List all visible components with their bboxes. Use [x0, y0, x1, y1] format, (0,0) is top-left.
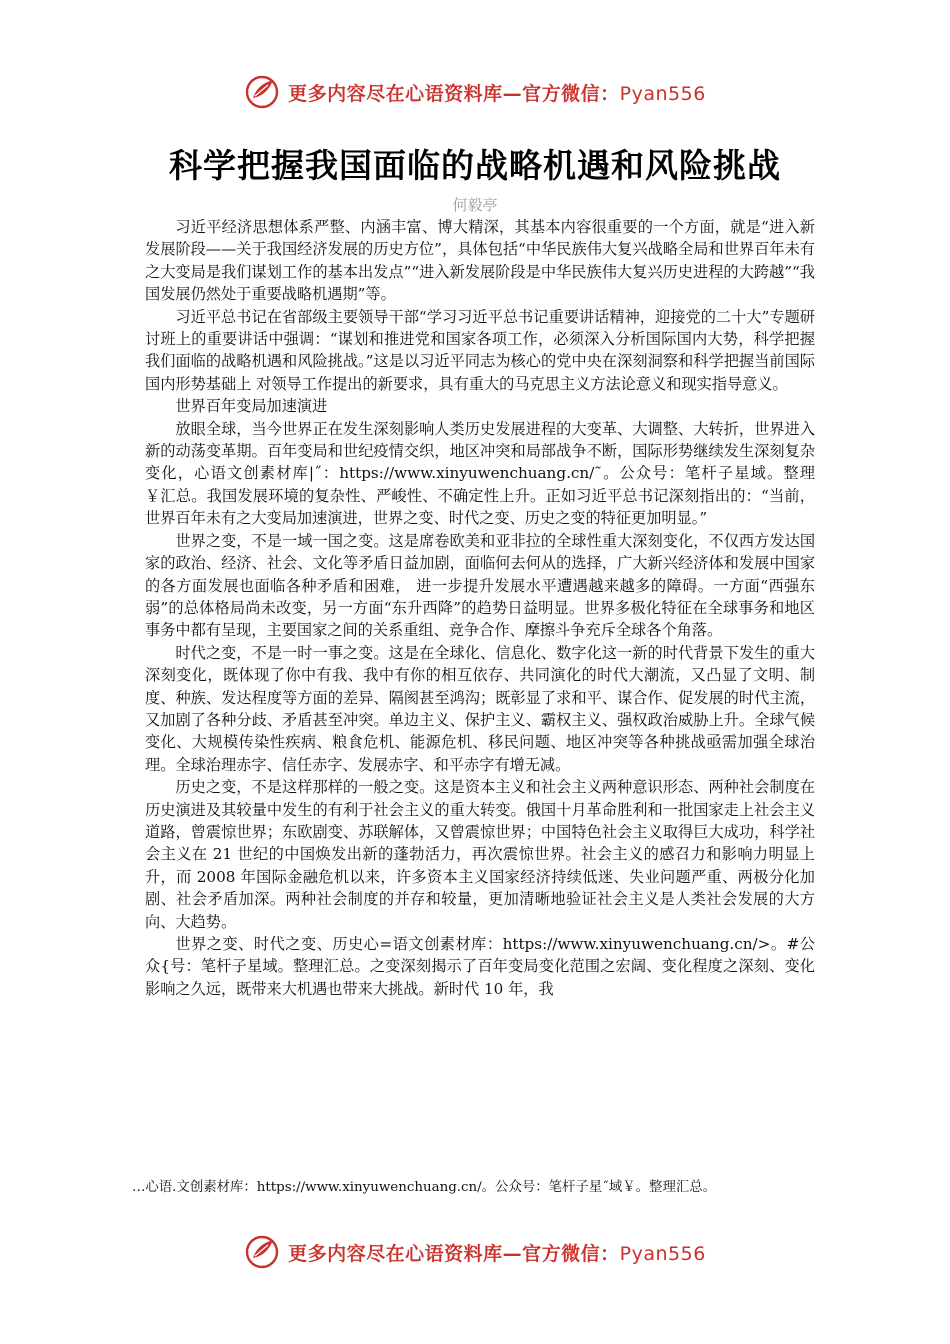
banner-text: 更多内容尽在心语资料库—官方微信：Pyan556 — [288, 1242, 706, 1265]
paragraph: 世界之变、时代之变、历史心=语文创素材库：https://www.xinyuwenchuang.cn/>。#公众{号：笔杆子星域。整理汇总。之变深刻揭示了百年变局变化范围之宏阔、变化程度之深刻、变化影响之久远，既带来大机遇也带来大挑战。新时代 10 年，我 — [145, 935, 815, 998]
footnote: …心语.文创素材库：https://www.xinyuwenchuang.cn/。公众号：笔杆子星˝域￥。整理汇总。 — [132, 1180, 716, 1195]
banner-text: 更多内容尽在心语资料库—官方微信：Pyan556 — [288, 82, 706, 105]
paragraph: 时代之变，不是一时一事之变。这是在全球化、信息化、数字化这一新的时代背景下发生的重大深刻变化，既体现了你中有我、我中有你的相互依存、共同演化的时代大潮流，又凸显了文明、制度、种族、发达程度等方面的差异、隔阂甚至鸿沟；既彰显了求和平、谋合作、促发展的时代主流，又加剧了各种分歧、矛盾甚至冲突。单边主义、保护主义、霸权主义、强权政治威胁上升。全球气候变化、大规模传染性疾病、粮食危机、能源危机、移民问题、地区冲突等各种挑战亟需加强全球治理。全球治理赤字、信任赤字、发展赤字、和平赤字有增无减。 — [145, 643, 815, 774]
banner-handle: Pyan556 — [619, 1242, 706, 1265]
header-banner — [0, 72, 950, 112]
paragraph: 放眼全球，当今世界正在发生深刻影响人类历史发展进程的大变革、大调整、大转折，世界进入新的动荡变革期。百年变局和世纪疫情交织，地区冲突和局部战争不断，国际形势继续发生深刻复杂变化，心语文创素材库|˝：https://www.xinyuwenchuang.cn/˜。公众号：笔杆子星域。整理￥汇总。我国发展环境的复杂性、严峻性、不确定性上升。正如习近平总书记深刻指出的：“当前，世界百年未有之大变局加速演进，世界之变、时代之变、历史之变的特征更加明显。” — [145, 419, 815, 528]
circle-leaf-logo-icon — [244, 1234, 280, 1270]
paragraph: 习近平经济思想体系严整、内涵丰富、博大精深，其基本内容很重要的一个方面，就是“进入新发展阶段——关于我国经济发展的历史方位”，具体包括“中华民族伟大复兴战略全局和世界百年未有之大变局是我们谋划工作的基本出发点”“进入新发展阶段是中华民族伟大复兴历史进程的大跨越”“我国发展仍然处于重要战略机遇期”等。 — [145, 218, 815, 304]
paragraph: 历史之变，不是这样那样的一般之变。这是资本主义和社会主义两种意识形态、两种社会制度在历史演进及其较量中发生的有利于社会主义的重大转变。俄国十月革命胜利和一批国家走上社会主义道路，曾震惊世界；东欧剧变、苏联解体，又曾震惊世界；中国特色社会主义取得巨大成功，科学社会主义在 21 世纪的中国焕发出新的蓬勃活力，再次震惊世界。社会主义的感召力和影响力明显上升，而 2008 年国际金融危机以来，许多资本主义国家经济持续低迷、失业问题严重、两极分化加剧、社会矛盾加深。两种社会制度的并存和较量，更加清晰地验证社会主义是人类社会发展的大方向、大趋势。 — [145, 778, 815, 931]
paragraph: 习近平总书记在省部级主要领导干部“学习习近平总书记重要讲话精神，迎接党的二十大”专题研讨班上的重要讲话中强调：“谋划和推进党和国家各项工作，必须深入分析国际国内大势，科学把握我们面临的战略机遇和风险挑战。”这是以习近平同志为核心的党中央在深刻洞察和科学把握当前国际国内形势基础上 对领导工作提出的新要求，具有重大的马克思主义方法论意义和现实指导意义。 — [145, 307, 815, 393]
section-heading: 世界百年变局加速演进 — [175, 397, 328, 416]
article-title: 科学把握我国面临的战略机遇和风险挑战 — [169, 146, 781, 185]
footer-banner — [0, 1232, 950, 1272]
banner-handle: Pyan556 — [619, 82, 706, 105]
circle-leaf-logo-icon — [244, 74, 280, 110]
article-body — [145, 216, 815, 1000]
article-author: 何毅亭 — [452, 196, 498, 214]
paragraph: 世界之变，不是一域一国之变。这是席卷欧美和亚非拉的全球性重大深刻变化，不仅西方发达国家的政治、经济、社会、文化等矛盾日益加剧，面临何去何从的选择，广大新兴经济体和发展中国家的各方面发展也面临各种矛盾和困难， 进一步提升发展水平遭遇越来越多的障碍。一方面“西强东弱”的总体格局尚未改变，另一方面“东升西降”的趋势日益明显。世界多极化特征在全球事务和地区事务中都有呈现，主要国家之间的关系重组、竞争合作、摩擦斗争充斥全球各个角落。 — [145, 531, 815, 640]
